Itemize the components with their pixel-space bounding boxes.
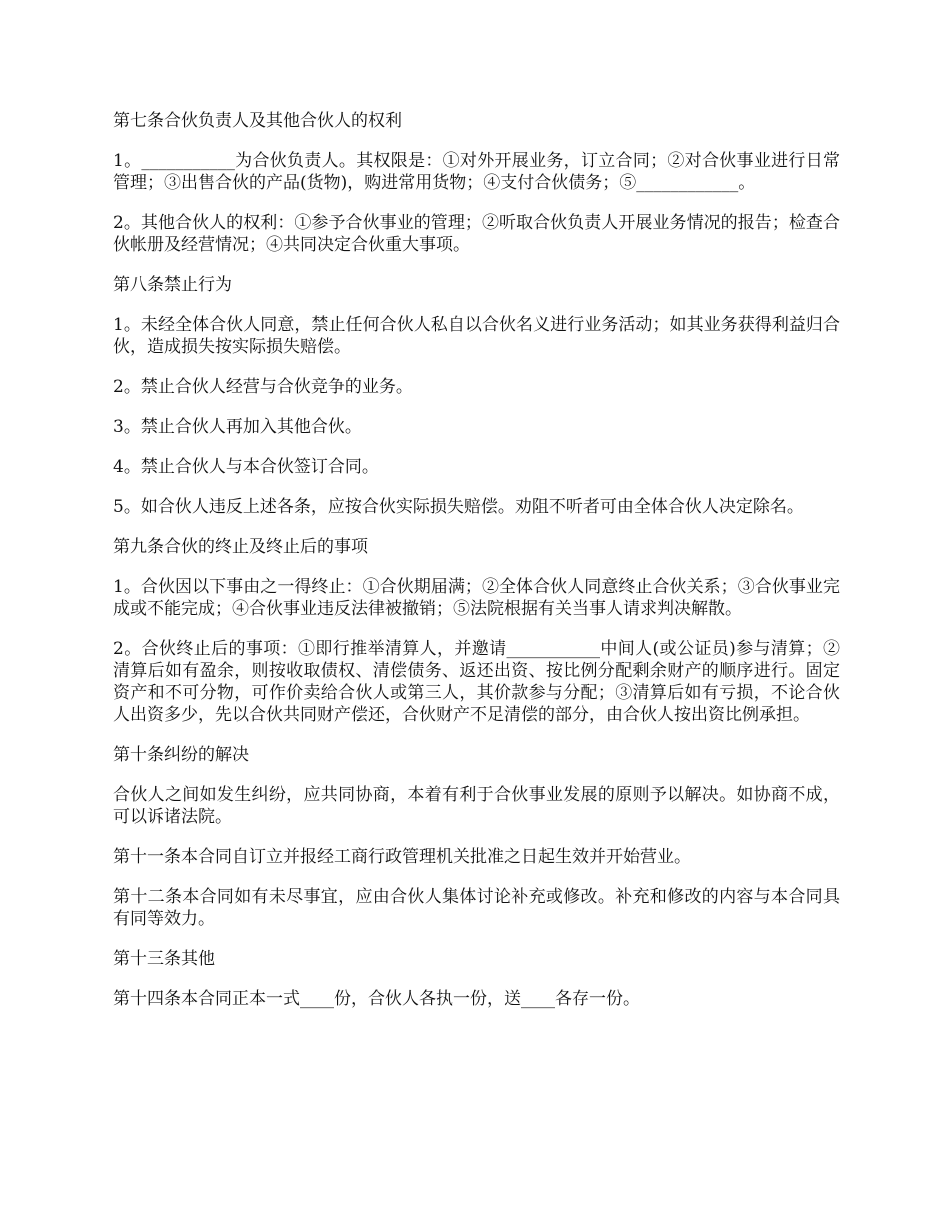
article-7-heading: 第七条合伙负责人及其他合伙人的权利 bbox=[113, 111, 402, 131]
article-10-body: 合伙人之间如发生纠纷，应共同协商，本着有利于合伙事业发展的原则予以解决。如协商不成，可以诉诸法院。 bbox=[113, 785, 840, 827]
article-8-clause-2: 2。禁止合伙人经营与合伙竞争的业务。 bbox=[113, 377, 413, 397]
article-14: 第十四条本合同正本一式____份，合伙人各执一份，送____各存一份。 bbox=[113, 989, 640, 1009]
article-9-heading: 第九条合伙的终止及终止后的事项 bbox=[113, 537, 368, 557]
article-9-clause-2: 2。合伙终止后的事项：①即行推举清算人，并邀请___________中间人(或公证员)参与清算；②清算后如有盈余，则按收取债权、清偿债务、返还出资、按比例分配剩余财产的顺序进行。固定资产和不可分物，可作价卖给合伙人或第三人，其价款参与分配；③清算后如有亏损，不论合伙人出资多少，先以合伙共同财产偿还，合伙财产不足清偿的部分，由合伙人按出资比例承担。 bbox=[113, 639, 840, 725]
article-12: 第十二条本合同如有未尽事宜，应由合伙人集体讨论补充或修改。补充和修改的内容与本合同具有同等效力。 bbox=[113, 887, 840, 929]
article-10-heading: 第十条纠纷的解决 bbox=[113, 745, 249, 765]
document-page bbox=[113, 110, 840, 1028]
article-7-clause-1: 1。___________为合伙负责人。其权限是：①对外开展业务，订立合同；②对合伙事业进行日常管理；③出售合伙的产品(货物)，购进常用货物；④支付合伙债务；⑤____________。 bbox=[113, 151, 840, 193]
article-7-clause-2: 2。其他合伙人的权利：①参予合伙事业的管理；②听取合伙负责人开展业务情况的报告；检查合伙帐册及经营情况；④共同决定合伙重大事项。 bbox=[113, 213, 840, 255]
article-8-clause-4: 4。禁止合伙人与本合伙签订合同。 bbox=[113, 457, 379, 477]
article-8-clause-1: 1。未经全体合伙人同意，禁止任何合伙人私自以合伙名义进行业务活动；如其业务获得利益归合伙，造成损失按实际损失赔偿。 bbox=[113, 315, 840, 357]
article-8-heading: 第八条禁止行为 bbox=[113, 275, 232, 295]
article-9-clause-1: 1。合伙因以下事由之一得终止：①合伙期届满；②全体合伙人同意终止合伙关系；③合伙事业完成或不能完成；④合伙事业违反法律被撤销；⑤法院根据有关当事人请求判决解散。 bbox=[113, 577, 840, 619]
article-13: 第十三条其他 bbox=[113, 949, 215, 969]
article-8-clause-5: 5。如合伙人违反上述各条，应按合伙实际损失赔偿。劝阻不听者可由全体合伙人决定除名。 bbox=[113, 497, 804, 517]
article-11: 第十一条本合同自订立并报经工商行政管理机关批准之日起生效并开始营业。 bbox=[113, 847, 691, 867]
article-8-clause-3: 3。禁止合伙人再加入其他合伙。 bbox=[113, 417, 362, 437]
